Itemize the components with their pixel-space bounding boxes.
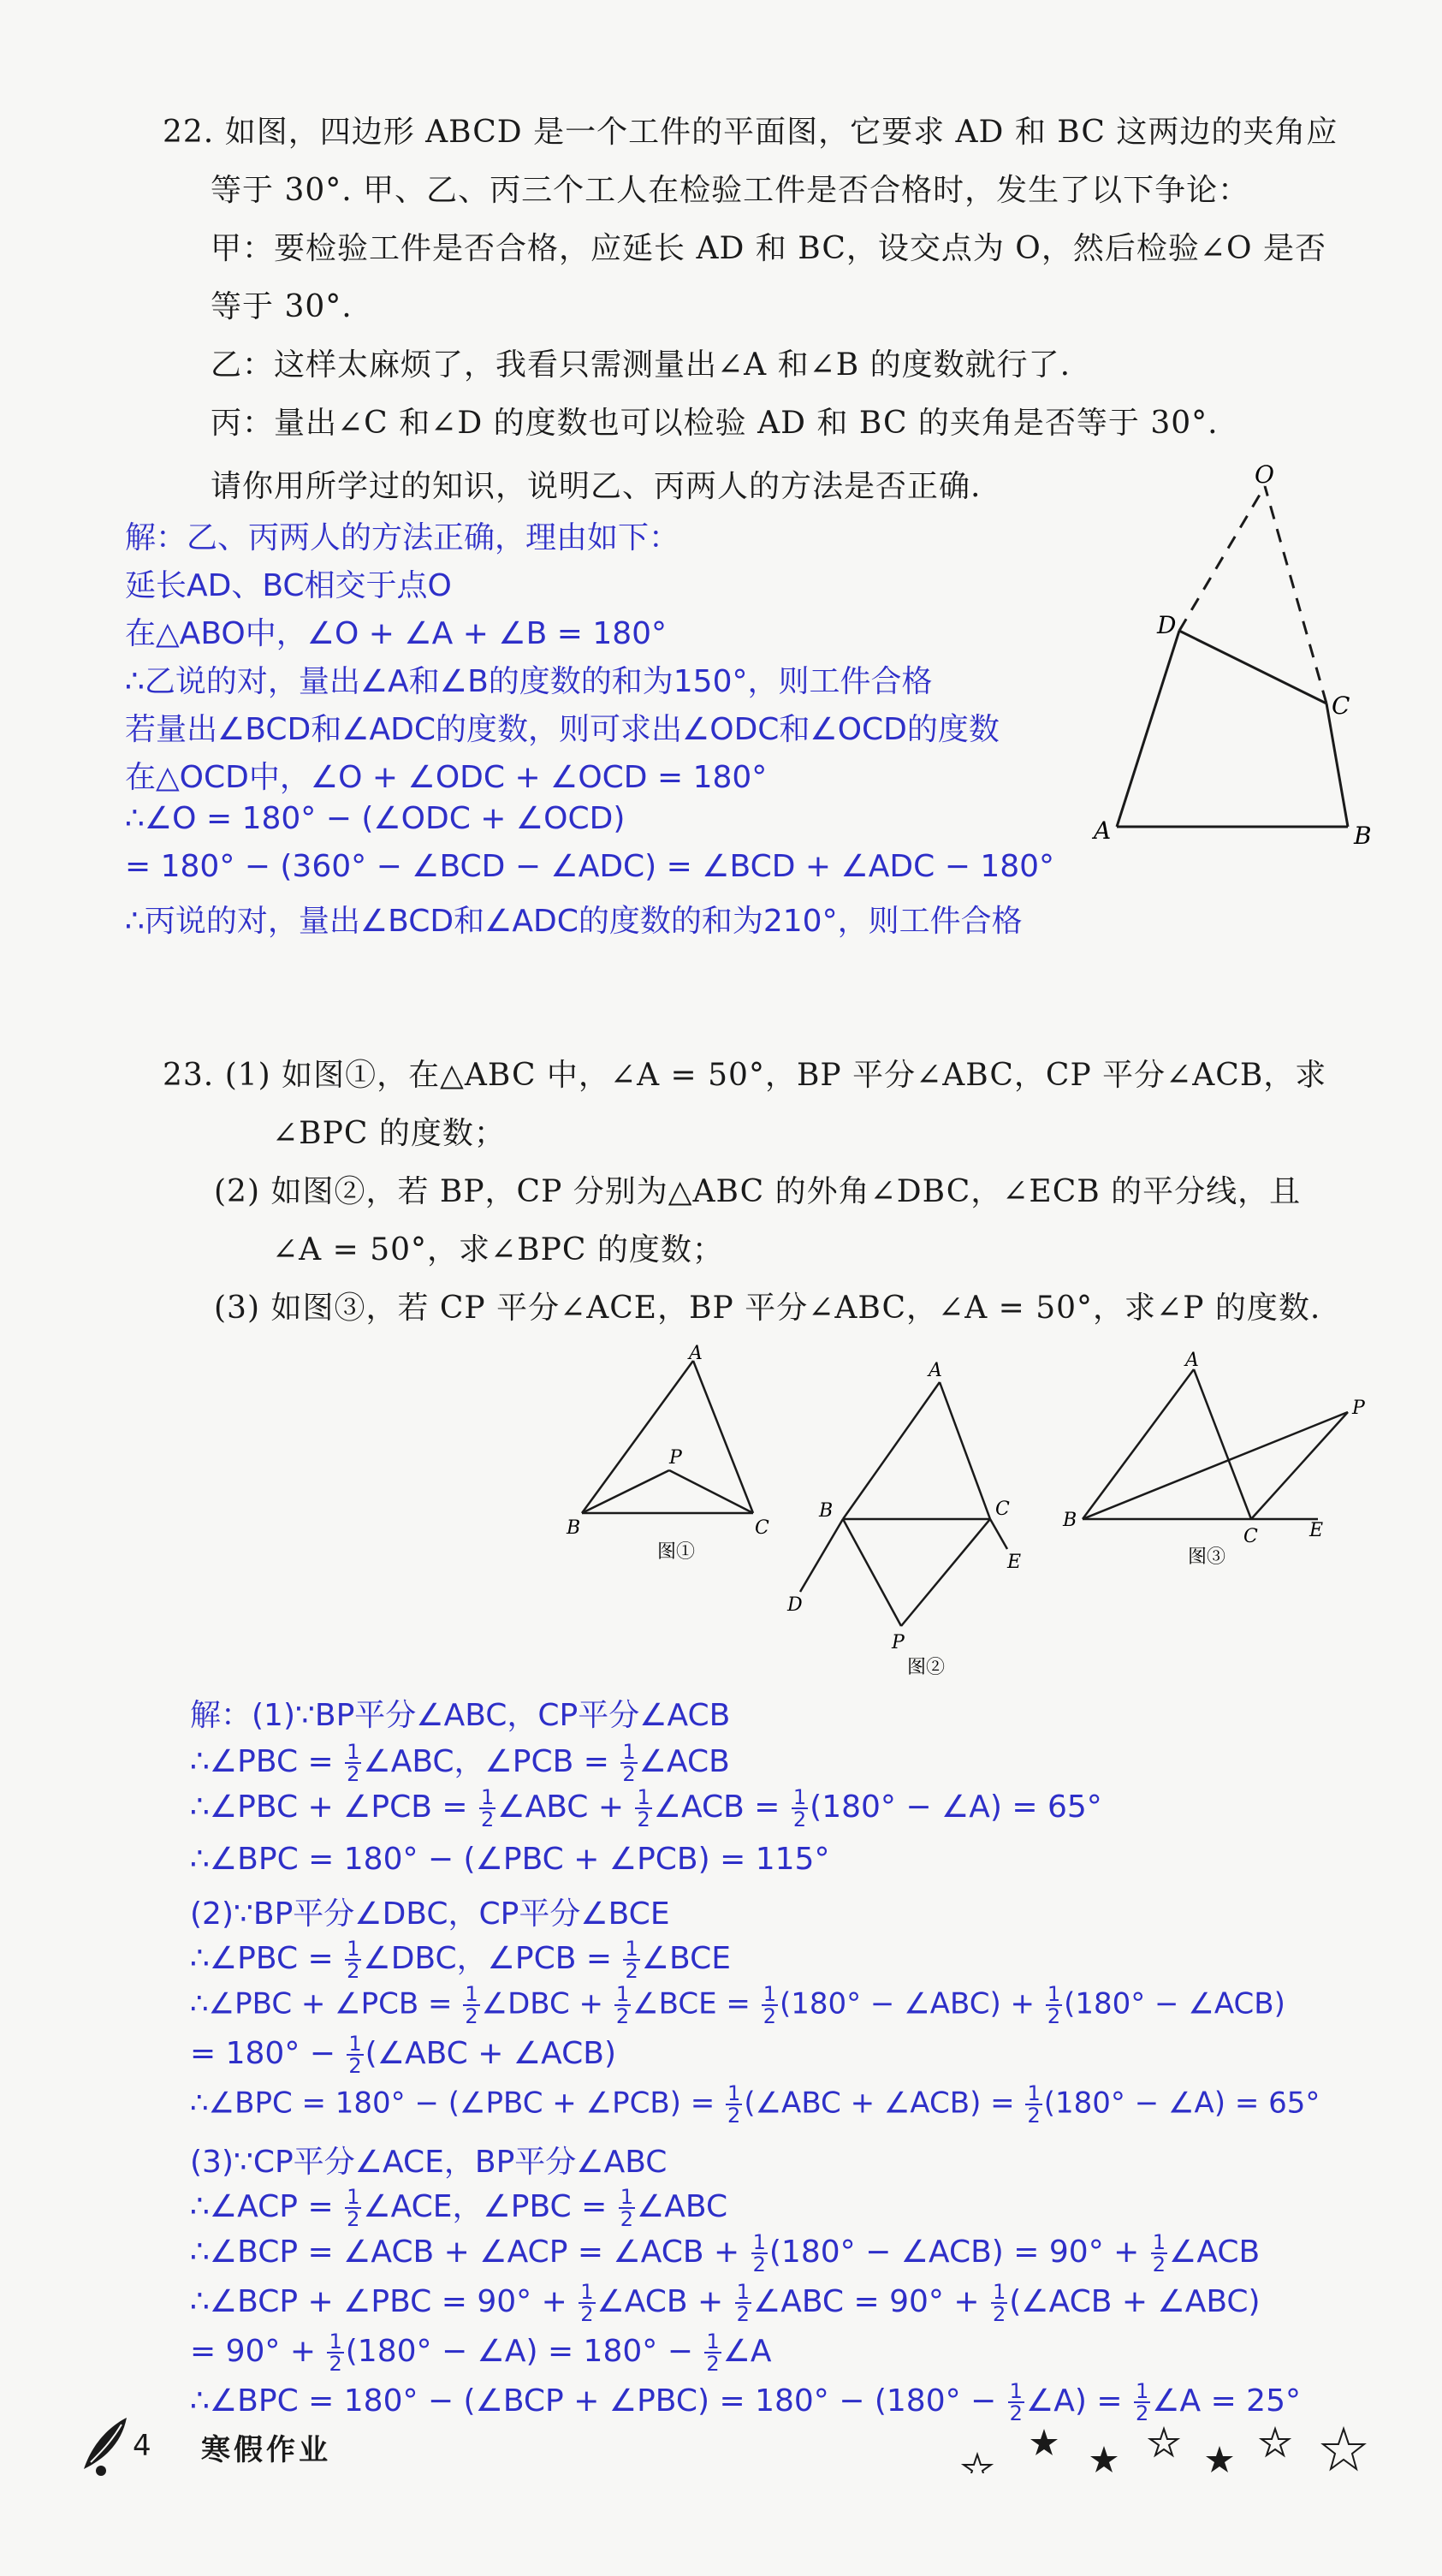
label-C: C (1332, 691, 1350, 720)
denominator: 2 (637, 1807, 650, 1831)
fig3-caption: 图③ (1188, 1546, 1226, 1568)
q23-answer-1: 解：(1)∵BP平分∠ABC，CP平分∠ACB (190, 1698, 731, 1733)
text: (180° − ∠A) = 180° − (345, 2334, 703, 2369)
numerator: 1 (348, 2032, 362, 2056)
text: ∠ACE，∠PBC = (363, 2189, 617, 2224)
q22-line-3: 甲：要检验工件是否合格，应延长 AD 和 BC，设交点为 O，然后检验∠O 是否 (211, 231, 1326, 266)
fig3-label-A: A (1185, 1350, 1199, 1371)
q23-answer-4: ∴∠BPC = 180° − (∠PBC + ∠PCB) = 115° (190, 1842, 830, 1877)
fig3-label-E: E (1309, 1520, 1324, 1541)
q22-line-7: 请你用所学过的知识，说明乙、丙两人的方法是否正确. (211, 469, 982, 504)
text: ∴∠BPC = 180° − (∠PBC + ∠PCB) = (190, 2086, 725, 2121)
text: (∠ABC + ∠ACB) (365, 2036, 616, 2071)
q22-answer-5: 若量出∠BCD和∠ADC的度数，则可求出∠ODC和∠OCD的度数 (125, 712, 1000, 747)
text: (180° − ∠A) = 65° (810, 1790, 1102, 1825)
fig1-caption: 图① (657, 1541, 696, 1563)
fraction (463, 1984, 479, 2027)
text: ∠ABC + (497, 1790, 634, 1825)
q22-line-5: 乙：这样太麻烦了，我看只需测量出∠A 和∠B 的度数就行了. (211, 347, 1071, 383)
q23-answer-3 (190, 1787, 1102, 1830)
text: (∠ACB + ∠ABC) (1009, 2284, 1261, 2319)
leaf-ornament-icon (75, 2409, 135, 2478)
fig1-label-A: A (689, 1344, 703, 1364)
text: ∠ABC，∠PCB = (363, 1744, 620, 1779)
q22-answer-8: = 180° − (360° − ∠BCD − ∠ADC) = ∠BCD + ∠ADC − 180° (125, 849, 1055, 884)
fraction (704, 2331, 721, 2374)
q23-figure-3 (1053, 1344, 1395, 1583)
fraction (751, 2232, 768, 2275)
fraction (762, 1984, 778, 2027)
numerator: 1 (465, 1982, 478, 2006)
text: ∠A = 25° (1152, 2383, 1301, 2419)
page-number: 4 (133, 2429, 151, 2463)
denominator: 2 (727, 2104, 741, 2128)
fraction (479, 1787, 496, 1830)
fig2-label-D: D (787, 1594, 803, 1616)
q22-answer-3: 在△ABO中，∠O + ∠A + ∠B = 180° (125, 616, 668, 651)
fig2-label-A: A (929, 1360, 942, 1381)
denominator: 2 (481, 1807, 495, 1831)
q23-line-2: ∠BPC 的度数； (272, 1116, 506, 1151)
denominator: 2 (992, 2302, 1006, 2326)
text: ∠BCE (641, 1941, 731, 1976)
text: ∴∠PBC = (190, 1744, 344, 1779)
denominator: 2 (347, 1959, 360, 1983)
denominator: 2 (1047, 2004, 1061, 2028)
denominator: 2 (706, 2352, 720, 2376)
denominator: 2 (347, 2207, 360, 2231)
fig2-label-E: E (1007, 1552, 1022, 1573)
label-O: O (1255, 462, 1274, 489)
fraction (792, 1787, 808, 1830)
denominator: 2 (1027, 2104, 1041, 2128)
numerator: 1 (1009, 2379, 1023, 2403)
text: ∠ACB (638, 1744, 730, 1779)
fig1-label-P: P (669, 1447, 682, 1469)
fig2-label-P: P (892, 1632, 905, 1653)
star-icon (1150, 2429, 1178, 2455)
numerator: 1 (481, 1785, 495, 1809)
numerator: 1 (347, 2185, 360, 2209)
text: = 180° − (190, 2036, 346, 2071)
text: (180° − ∠ACB) (1064, 1986, 1285, 2021)
numerator: 1 (637, 1785, 650, 1809)
star-icon (1261, 2429, 1289, 2455)
fig1-label-B: B (567, 1517, 581, 1539)
q23-figure-1 (556, 1344, 779, 1575)
q23-line-4: ∠A = 50°，求∠BPC 的度数； (272, 1232, 724, 1267)
q22-answer-7: ∴∠O = 180° − (∠ODC + ∠OCD) (125, 801, 626, 836)
q23-answer-2 (190, 1737, 730, 1784)
fraction (347, 2033, 363, 2076)
fig3-label-P: P (1352, 1398, 1365, 1419)
text: ∠A) = (1025, 2383, 1132, 2419)
star-icon (964, 2454, 991, 2473)
numerator: 1 (1047, 1982, 1061, 2006)
numerator: 1 (706, 2330, 720, 2353)
text: (180° − ∠ACB) = 90° + (768, 2235, 1149, 2270)
q22-line-4: 等于 30°. (211, 289, 353, 324)
fraction (345, 1938, 361, 1981)
footer-title: 寒假作业 (201, 2433, 331, 2467)
q22-answer-9: ∴丙说的对，量出∠BCD和∠ADC的度数的和为210°，则工件合格 (125, 904, 1023, 939)
star-icon (1323, 2429, 1364, 2469)
numerator: 1 (625, 1937, 638, 1961)
q23-line-5: (3) 如图③，若 CP 平分∠ACE，BP 平分∠ABC，∠A = 50°，求∠P 的度数. (214, 1291, 1321, 1326)
text: ∠ABC (637, 2189, 728, 2224)
numerator: 1 (620, 2185, 634, 2209)
denominator: 2 (1135, 2401, 1149, 2425)
text: (180° − ∠ABC) + (779, 1986, 1044, 2021)
q23-figure-2 (774, 1344, 1048, 1677)
q22-line-1: 22. 如图，四边形 ABCD 是一个工件的平面图，它要求 AD 和 BC 这两边的夹角应 (163, 115, 1338, 150)
fraction (345, 1742, 361, 1784)
denominator: 2 (329, 2352, 342, 2376)
q23-line-3: (2) 如图②，若 BP，CP 分别为△ABC 的外角∠DBC，∠ECB 的平分线，且 (214, 1174, 1302, 1209)
fraction (623, 1938, 639, 1981)
q22-answer-6: 在△OCD中，∠O + ∠ODC + ∠OCD = 180° (125, 760, 768, 795)
numerator: 1 (329, 2330, 342, 2353)
denominator: 2 (752, 2253, 766, 2276)
star-icon (1206, 2446, 1233, 2472)
fraction (327, 2331, 343, 2374)
numerator: 1 (763, 1982, 776, 2006)
numerator: 1 (792, 1785, 807, 1809)
q23-answer-7 (190, 1984, 1285, 2027)
star-icon (1030, 2429, 1058, 2455)
numerator: 1 (1027, 2081, 1041, 2105)
numerator: 1 (736, 2280, 750, 2304)
fraction (1151, 2232, 1167, 2275)
denominator: 2 (736, 2302, 750, 2326)
fraction (1046, 1984, 1062, 2027)
text: ∠ACB + (596, 2284, 733, 2319)
denominator: 2 (620, 2207, 634, 2231)
numerator: 1 (1152, 2230, 1166, 2254)
numerator: 1 (727, 2081, 741, 2105)
fig2-caption: 图② (907, 1657, 946, 1677)
q22-answer-2: 延长AD、BC相交于点O (125, 568, 452, 603)
denominator: 2 (763, 2004, 776, 2028)
denominator: 2 (465, 2004, 478, 2028)
text: ∠DBC + (481, 1986, 613, 2021)
denominator: 2 (1009, 2401, 1023, 2425)
denominator: 2 (348, 2054, 362, 2078)
denominator: 2 (1152, 2253, 1166, 2276)
q23-answer-6 (190, 1934, 731, 1981)
fraction (620, 1742, 637, 1784)
q22-answer-4: ∴乙说的对，量出∠A和∠B的度数的和为150°，则工件合格 (125, 664, 933, 699)
text: ∠DBC，∠PCB = (363, 1941, 622, 1976)
q23-answer-10: (3)∵CP平分∠ACE，BP平分∠ABC (190, 2145, 668, 2180)
denominator: 2 (625, 1959, 638, 1983)
text: ∴∠PBC + ∠PCB = (190, 1790, 478, 1825)
numerator: 1 (1135, 2379, 1149, 2403)
text: ∴∠PBC + ∠PCB = (190, 1986, 462, 2021)
text: ∴∠ACP = (190, 2189, 344, 2224)
fraction (619, 2187, 635, 2229)
fig2-label-C: C (995, 1499, 1010, 1520)
numerator: 1 (622, 1740, 636, 1764)
denominator: 2 (792, 1807, 807, 1831)
numerator: 1 (992, 2280, 1006, 2304)
text: = 90° + (190, 2334, 326, 2369)
text: ∴∠PBC = (190, 1941, 344, 1976)
q23-answer-14 (190, 2331, 772, 2374)
q22-line-6: 丙：量出∠C 和∠D 的度数也可以检验 AD 和 BC 的夹角是否等于 30°. (211, 406, 1219, 441)
q22-line-2: 等于 30°. 甲、乙、丙三个工人在检验工件是否合格时，发生了以下争论： (211, 173, 1250, 208)
text: (∠ABC + ∠ACB) = (744, 2086, 1024, 2121)
fraction (345, 2187, 361, 2229)
fraction (614, 1984, 631, 2027)
fraction (991, 2282, 1007, 2324)
fraction (635, 1787, 651, 1830)
text: ∠BCE = (632, 1986, 760, 2021)
text: ∠A (722, 2334, 772, 2369)
numerator: 1 (347, 1937, 360, 1961)
text: ∠ACB = (653, 1790, 790, 1825)
q23-answer-11 (190, 2182, 727, 2229)
fig2-label-B: B (819, 1500, 834, 1522)
denominator: 2 (347, 1762, 360, 1786)
numerator: 1 (347, 1740, 360, 1764)
q23-answer-9 (190, 2083, 1320, 2126)
text: ∴∠BCP = ∠ACB + ∠ACP = ∠ACB + (190, 2235, 750, 2270)
text: ∠ACB (1169, 2235, 1261, 2270)
numerator: 1 (615, 1982, 630, 2006)
fraction (735, 2282, 751, 2324)
q22-answer-1: 解：乙、丙两人的方法正确，理由如下： (125, 520, 680, 555)
star-icon (1090, 2446, 1118, 2472)
numerator: 1 (580, 2280, 594, 2304)
label-D: D (1157, 611, 1177, 639)
q22-quadrilateral-figure (1087, 462, 1386, 864)
fig3-label-B: B (1063, 1510, 1077, 1531)
q23-answer-5: (2)∵BP平分∠DBC，CP平分∠BCE (190, 1896, 670, 1932)
denominator: 2 (580, 2302, 594, 2326)
label-B: B (1354, 822, 1372, 850)
fraction (1025, 2083, 1041, 2126)
denominator: 2 (622, 1762, 636, 1786)
label-A: A (1094, 816, 1112, 845)
text: ∴∠BCP + ∠PBC = 90° + (190, 2284, 578, 2319)
fraction (579, 2282, 595, 2324)
numerator: 1 (752, 2230, 766, 2254)
fraction (726, 2083, 742, 2126)
q23-answer-12 (190, 2232, 1260, 2275)
text: ∠ABC = 90° + (752, 2284, 989, 2319)
fig3-label-C: C (1243, 1526, 1258, 1547)
text: (180° − ∠A) = 65° (1043, 2086, 1320, 2121)
text: ∴∠BPC = 180° − (∠BCP + ∠PBC) = 180° − (180° − (190, 2383, 1006, 2419)
q23-line-1: 23. (1) 如图①，在△ABC 中，∠A = 50°，BP 平分∠ABC，CP 平分∠ACB，求 (163, 1058, 1327, 1093)
fig1-label-C: C (755, 1517, 769, 1539)
q23-answer-8 (190, 2033, 616, 2076)
denominator: 2 (615, 2004, 630, 2028)
q23-answer-13 (190, 2282, 1261, 2324)
